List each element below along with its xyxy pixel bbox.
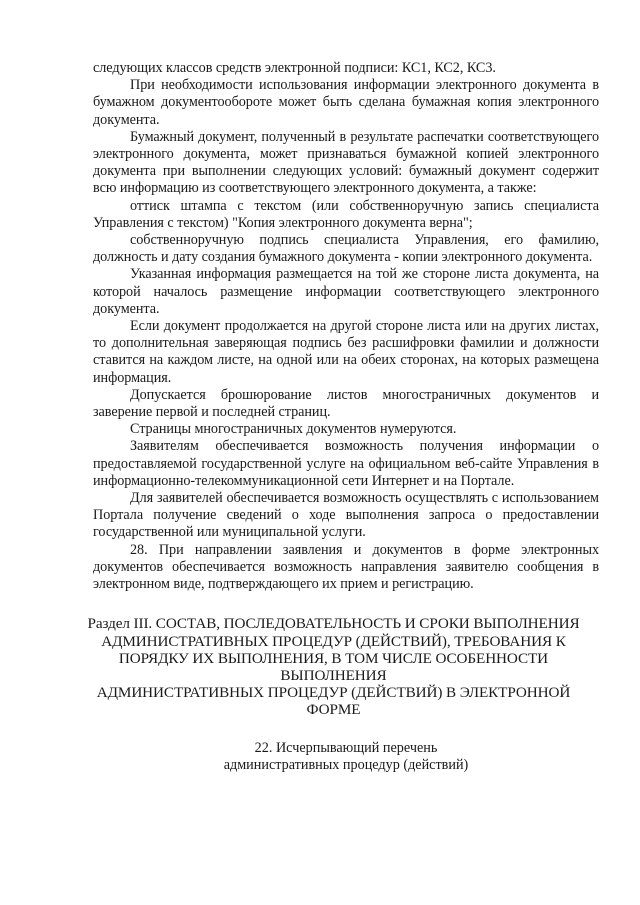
paragraph: оттиск штампа с текстом (или собственноручную запись специалиста Управления с текстом) "Копия электронного документа верна"; xyxy=(93,197,599,231)
section-heading xyxy=(68,615,599,718)
paragraph: 28. При направлении заявления и документов в форме электронных документов обеспечивается возможность направления заявителю сообщения в электронном виде, подтверждающего их прием и регистрацию. xyxy=(93,541,599,593)
section-heading-line: Раздел III. СОСТАВ, ПОСЛЕДОВАТЕЛЬНОСТЬ И СРОКИ ВЫПОЛНЕНИЯ xyxy=(87,615,580,633)
paragraph: следующих классов средств электронной подписи: КС1, КС2, КС3. xyxy=(93,60,496,76)
paragraph: При необходимости использования информации электронного документа в бумажном документообороте может быть сделана бумажная копия электронного документа. xyxy=(93,77,599,128)
paragraph: Если документ продолжается на другой стороне листа или на других листах, то дополнительная заверяющая подпись без расшифровки фамилии и должности ставится на каждом листе, на одной или на обеих сторонах, на которых размещена информация. xyxy=(93,318,599,386)
section-heading-line: АДМИНИСТРАТИВНЫХ ПРОЦЕДУР (ДЕЙСТВИЙ) В ЭЛЕКТРОННОЙ xyxy=(96,684,571,702)
subsection-heading-line: 22. Исчерпывающий перечень xyxy=(254,739,438,756)
section-heading-line: АДМИНИСТРАТИВНЫХ ПРОЦЕДУР (ДЕЙСТВИЙ), ТРЕБОВАНИЯ К xyxy=(101,632,566,650)
paragraph: Допускается брошюрование листов многостраничных документов и заверение первой и последней страниц. xyxy=(93,386,599,421)
document-body xyxy=(93,60,599,593)
paragraph: собственноручную подпись специалиста Управления, его фамилию, должность и дату создания бумажного документа - копии электронного документа. xyxy=(93,232,599,266)
section-heading-line: ПОРЯДКУ ИХ ВЫПОЛНЕНИЯ, В ТОМ ЧИСЛЕ ОСОБЕННОСТИ xyxy=(118,649,549,667)
section-heading-line: ВЫПОЛНЕНИЯ xyxy=(280,666,387,684)
paragraph: Страницы многостраничных документов нумеруются. xyxy=(130,421,457,438)
paragraph: Для заявителей обеспечивается возможность осуществлять с использованием Портала получение сведений о ходе выполнения запроса о предоставлении государственной или муниципальной услуги. xyxy=(93,490,599,541)
paragraph: Заявителям обеспечивается возможность получения информации о предоставляемой государственной услуге на официальном веб-сайте Управления в информационно-телекоммуникационной сети Интернет и на Портале. xyxy=(93,438,599,489)
section-heading-line: ФОРМЕ xyxy=(306,701,361,719)
subsection-heading-line: административных процедур (действий) xyxy=(223,756,469,773)
subsection-heading xyxy=(93,740,599,774)
paragraph: Бумажный документ, полученный в результате распечатки соответствующего электронного документа, может признаваться бумажной копией электронного документа при выполнении следующих условий: бумажный документ содержит всю информацию из соответствующего электронного документа, а также: xyxy=(93,128,599,197)
paragraph: Указанная информация размещается на той же стороне листа документа, на которой началось размещение информации соответствующего электронного документа. xyxy=(93,266,599,317)
